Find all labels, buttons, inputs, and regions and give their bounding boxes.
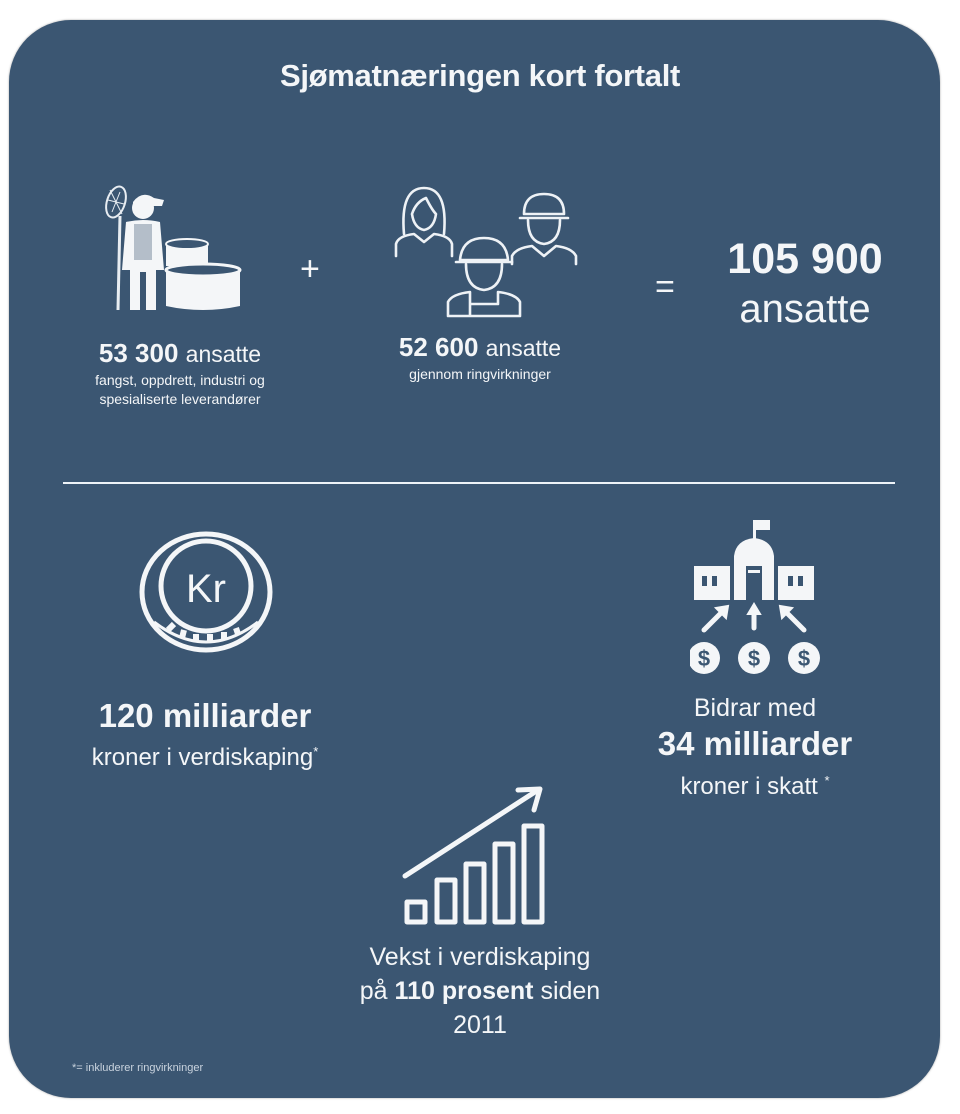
tax-desc: kroner i skatt (680, 773, 818, 800)
indirect-employment-number: 52 600 (398, 332, 479, 362)
svg-text:$: $ (697, 646, 711, 671)
government-tax-icon (690, 518, 830, 676)
asterisk: * (824, 773, 830, 788)
svg-text:$: $ (797, 646, 811, 671)
footnote: *= inkluderer ringvirkninger (72, 1062, 204, 1074)
direct-employment-desc-2: spesialiserte leverandører (99, 391, 261, 407)
indirect-employment-block (360, 332, 600, 384)
indirect-employment-unit: ansatte (485, 335, 562, 361)
growth-chart-icon (400, 784, 550, 926)
total-employment-unit: ansatte (739, 287, 871, 331)
section-divider (63, 482, 895, 484)
tax-block (610, 692, 900, 804)
direct-employment-block (60, 338, 300, 409)
page-title: Sjømatnæringen kort fortalt (279, 58, 681, 93)
plus-sign: + (300, 250, 320, 288)
total-employment-number: 105 900 (727, 235, 883, 283)
direct-employment-unit: ansatte (185, 341, 262, 367)
krone-coin-icon (138, 530, 274, 654)
value-creation-number: 120 milliarder (98, 697, 312, 734)
asterisk: * (313, 744, 319, 759)
tax-prefix: Bidrar med (693, 694, 817, 722)
workers-group-icon (392, 184, 584, 324)
svg-text:$: $ (747, 646, 761, 671)
growth-year: 2011 (453, 1011, 507, 1039)
equals-sign: = (655, 268, 675, 306)
growth-line-1: Vekst i verdiskaping (369, 943, 591, 971)
svg-text:Kr: Kr (186, 567, 226, 611)
total-employment-block (700, 234, 910, 334)
growth-line-2-pre: på (359, 977, 395, 1005)
indirect-employment-desc: gjennom ringvirkninger (409, 366, 551, 382)
growth-block (300, 940, 660, 1042)
growth-percent: 110 prosent (394, 977, 534, 1005)
direct-employment-number: 53 300 (98, 338, 179, 368)
tax-number: 34 milliarder (657, 725, 853, 762)
fish-farmer-icon (98, 182, 248, 314)
value-creation-desc: kroner i verdiskaping (91, 744, 314, 771)
growth-line-2-post: siden (533, 977, 601, 1005)
direct-employment-desc-1: fangst, oppdrett, industri og (95, 372, 265, 388)
value-creation-block (40, 696, 370, 774)
